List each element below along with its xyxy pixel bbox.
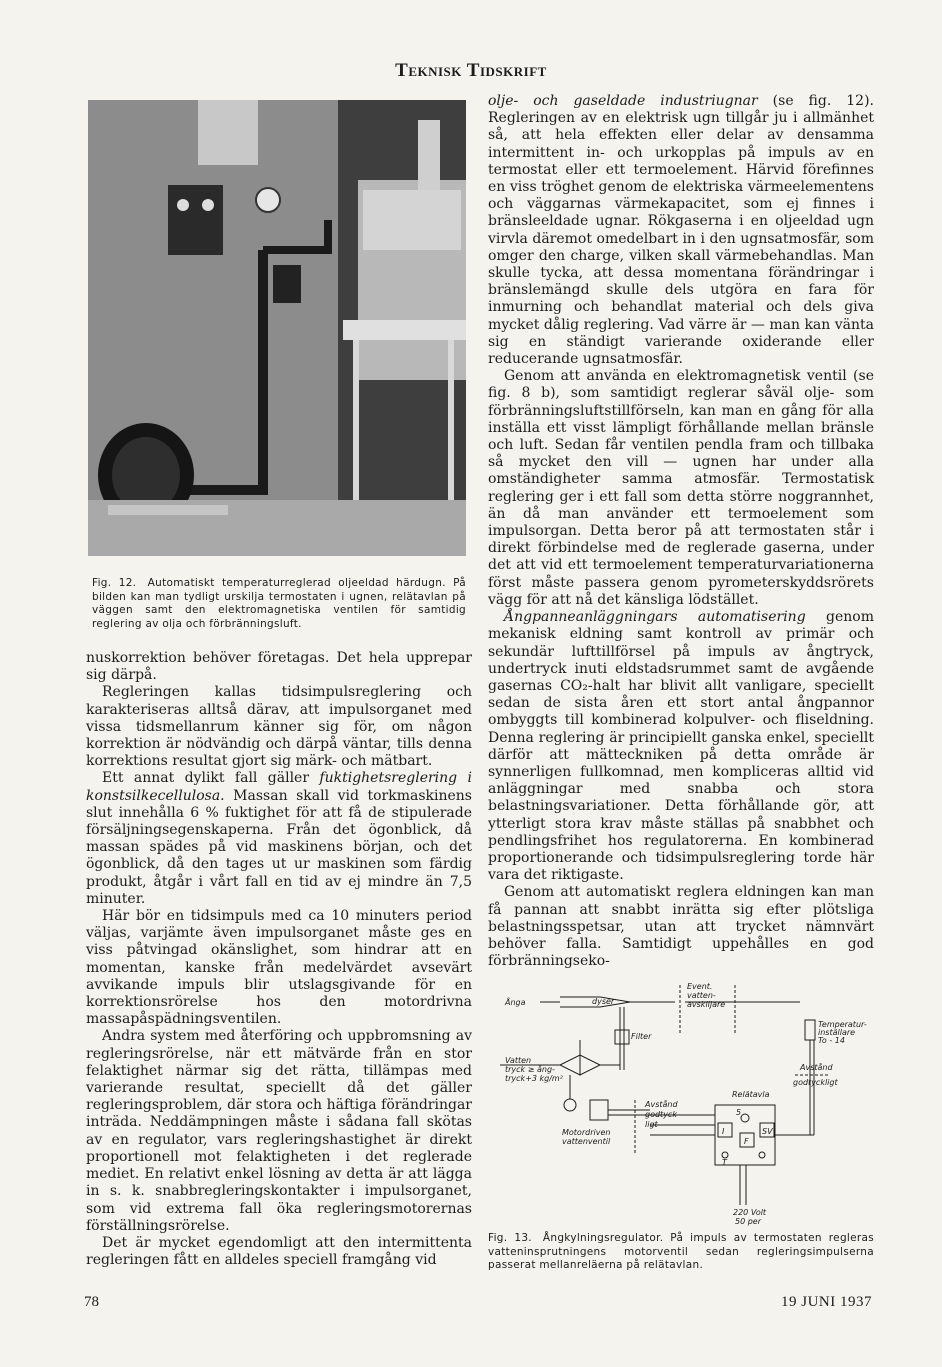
journal-header: Teknisk Tidskrift — [395, 60, 547, 81]
label-avstand-4: godtyck- — [645, 1110, 680, 1119]
right-column — [488, 93, 874, 970]
left-paragraph-5: Andra system med återföring och uppbromsning av regleringsrörelse, när ett mätvärde från en stor felaktighet närmar sig det rätta, tillämpas med varierande resultat, speciellt då det gäller regleringsproblem, där stora och häftiga förändringar inträda. Neddämpningen måste i sådana fall skötas av en regulator, vars regleringshastighet är direkt proportionell mot felaktigheten i det reglerade mediet. En relativt enkel lösning av detta är att lägga in s. k. snabbregleringskontakter i impulsorganet, som vid extrema fall öka regleringsmotorernas förställningsrörelse. — [86, 1028, 472, 1234]
figure-13-caption — [488, 1232, 874, 1273]
right-paragraph-3 — [488, 609, 874, 884]
right-p1-italic: olje- och gaseldade industriugnar — [488, 93, 758, 109]
furnace-photo — [88, 100, 466, 556]
figure-13-label: Fig. 13. — [488, 1232, 532, 1244]
label-volt-2: 50 per — [735, 1217, 762, 1226]
label-box-f: F — [744, 1137, 749, 1146]
label-box-5: 5 — [736, 1108, 742, 1117]
label-vatten-1: Vatten — [505, 1056, 532, 1065]
left-paragraph-2: Regleringen kallas tidsimpulsreglering och karakteriseras alltså därav, att impulsorganet med vissa tidsmellanrum känner sig för, om någon korrektion är nödvändig och därpå väntar, tills denna korrektions resultat gjort sig märk- och mätbart. — [86, 684, 472, 770]
label-anga: Ånga — [505, 998, 526, 1007]
label-temp-1: Temperatur- — [818, 1020, 867, 1029]
figure-12-caption-text: Automatiskt temperaturreglerad oljeeldad härdugn. På bilden kan man tydligt urskilja termostaten i ugnen, relätavlan på väggen samt den elektromagnetiska ventilen för samtidig reglering av olja och förbränningsluft. — [92, 577, 466, 630]
label-event-1: Event. — [687, 982, 713, 991]
left-p3-italic: fuktighetsreglering i konstsilkecellulosa. — [86, 770, 472, 804]
right-paragraph-2: Genom att använda en elektromagnetisk ventil (se fig. 8 b), som samtidigt reglerar såväl olje- som förbränningsluftstillförseln, kan man en gång för alla inställa ett visst lämpligt förhållande mellan bränsle och luft. Sedan får ventilen pendla fram och tillbaka så mycket den vill — ugnen har under alla omständigheter samma atmosfär. Termostatisk reglering ger i ett fall som detta större noggrannhet, än då man använder ett termoelement som impulsorgan. Detta beror på att termostaten står i direkt förbindelse med de reglerade gaserna, under det att vid ett termoelement temperaturvariationerna först måste passera genom pyrometerskyddsrörets vägg för att nå det känsliga lödstället. — [488, 368, 874, 608]
right-p1-rest: (se fig. 12). Regleringen av en elektrisk ugn tillgår ju i allmänhet så, att hela effekten eller delar av densamma intermittent in- och urkopplas på impuls av en termostat eller ett termoelement. Härvid förefinnes en viss tröghet genom de elektriska värmeelementens och väggarnas värmekapacitet, som ej finnes i bränsleeldade ugnar. Rökgaserna i en oljeeldad ugn virvla däremot omedelbart in i den ugnsatmosfär, som omger den charge, vilken skall värmebehandlas. Man skulle tycka, att dessa momentana förändringar i bränslemängd skulle dels utgöra en fara för inmurning och behandlat material och dels giva mycket dålig reglering. Vad värre är — man kan vänta sig en ständigt varierande oxiderande eller reducerande ugnsatmosfär. — [488, 93, 874, 368]
label-avstand-3: Avstånd — [645, 1100, 678, 1109]
left-column — [86, 650, 472, 1269]
label-event-3: avskiljare — [687, 1000, 726, 1009]
label-motor-1: Motordriven — [562, 1128, 611, 1137]
label-avstand-5: ligt — [645, 1120, 658, 1129]
label-volt-1: 220 Volt — [733, 1208, 767, 1217]
right-paragraph-1 — [488, 93, 874, 368]
label-filter: Filter — [631, 1032, 652, 1041]
label-temp-3: To - 14 — [818, 1036, 845, 1045]
left-paragraph-3 — [86, 770, 472, 908]
left-p3-rest: Massan skall vid torkmaskinens slut innehålla 6 % fuktighet för att få de stipulerade försäljningsegenskaperna. Från det ögonblick, då massan spädes på vid maskinens början, och det ögonblick, då den tages ut ur maskinen som färdig produkt, åtgår i vårt fall en tid av ej mindre än 7,5 minuter. — [86, 787, 472, 907]
left-paragraph-4: Här bör en tidsimpuls med ca 10 minuters period väljas, varjämte även impulsorganet måste ges en viss påtvingad okänslighet, som hindrar att en momentan, kanske från medelvärdet avsevärt avvikande impuls blir utslagsgivande för en korrektionsrörelse hos den motordrivna massapåspädningsventilen. — [86, 908, 472, 1028]
label-box-t: T — [722, 1158, 727, 1167]
right-p3-italic: Ångpanneanläggningars automatisering — [504, 609, 806, 626]
issue-date: 19 JUNI 1937 — [781, 1294, 872, 1310]
label-temp-2: inställare — [818, 1028, 856, 1037]
label-motor-2: vattenventil — [562, 1137, 611, 1146]
label-event-2: vatten- — [687, 991, 716, 1000]
left-paragraph-6: Det är mycket egendomligt att den intermittenta regleringen fått en alldeles speciell framgång vid — [86, 1234, 472, 1269]
figure-12-label: Fig. 12. — [92, 577, 137, 589]
label-vatten-2: tryck ≥ ång- — [505, 1065, 555, 1074]
label-box-i: I — [722, 1127, 725, 1136]
right-p3-rest: genom mekanisk eldning samt kontroll av primär och sekundär lufttillförsel på impuls av ångtryck, undertryck inuti eldstadsrummet samt de avgående gasernas CO₂-halt har blivit allt vanligare, speciellt sedan de sista åren ett stort antal ångpannor ombyggts till kombinerad kolpulver- och fliseldning. Denna reglering är principiellt ganska enkel, speciellt därför att mätteckniken på detta område är synnerligen fullkomnad, men kompliceras alltid vid anläggningar med snabba och stora belastningsvariationer. Detta förhållande gör, att ytterligt stora krav måste ställas på snabbhet och pendlingsfrihet hos regulatorerna. En kombinerad proportionerande och tidsimpulsreglering torde här vara det riktigaste. — [488, 609, 874, 884]
right-paragraph-4: Genom att automatiskt reglera eldningen kan man få pannan att snabbt inrätta sig efter plötsliga belastningsspetsar, utan att trycket nämnvärt behöver falla. Samtidigt uppehålles en god förbränningseko- — [488, 884, 874, 970]
label-vatten-3: tryck+3 kg/m² — [505, 1074, 563, 1083]
label-relatavla: Relätavla — [732, 1090, 770, 1099]
label-avstand-1: Avstånd — [800, 1063, 833, 1072]
page-number: 78 — [84, 1294, 99, 1310]
label-dyser: dyser — [592, 997, 615, 1006]
figure-12-caption — [92, 577, 466, 631]
label-avstand-2: godtyckligt — [793, 1078, 838, 1087]
label-box-sv: SV — [762, 1127, 773, 1136]
left-paragraph-1: nuskorrektion behöver företagas. Det hela upprepar sig därpå. — [86, 650, 472, 684]
figure-13-caption-text: Ångkylningsregulator. På impuls av termostaten regleras vatteninsprutningens motorventil sedan regleringsimpulserna passerat mellanreläerna på relätavlan. — [488, 1232, 875, 1271]
left-p3-start: Ett annat dylikt fall gäller — [102, 770, 320, 787]
figure-13-diagram — [500, 975, 880, 1230]
